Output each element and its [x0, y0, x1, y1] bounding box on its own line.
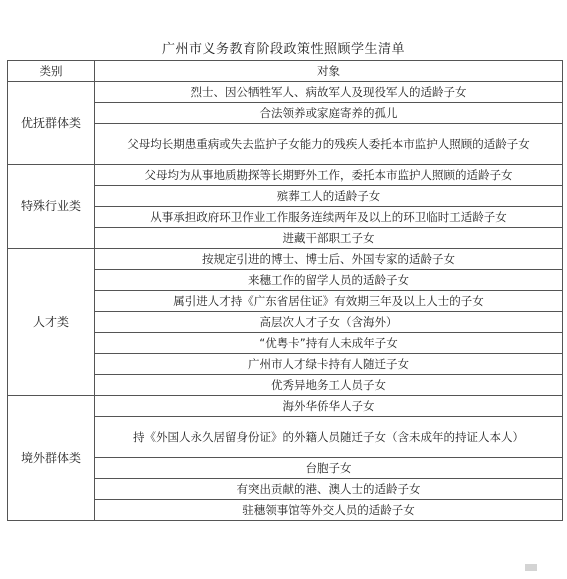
object-cell: 高层次人才子女（含海外） [95, 312, 563, 333]
object-cell: 殡葬工人的适龄子女 [95, 186, 563, 207]
object-cell: “优粤卡”持有人未成年子女 [95, 333, 563, 354]
object-cell: 合法领养或家庭寄养的孤儿 [95, 103, 563, 124]
object-cell: 烈士、因公牺牲军人、病故军人及现役军人的适龄子女 [95, 82, 563, 103]
table-row [8, 249, 563, 270]
watermark-mark [525, 564, 537, 571]
category-cell: 境外群体类 [8, 396, 95, 521]
object-cell: 属引进人才持《广东省居住证》有效期三年及以上人士的子女 [95, 291, 563, 312]
object-cell: 台胞子女 [95, 458, 563, 479]
object-cell: 按规定引进的博士、博士后、外国专家的适龄子女 [95, 249, 563, 270]
category-cell: 特殊行业类 [8, 165, 95, 249]
object-cell: 从事承担政府环卫作业工作服务连续两年及以上的环卫临时工适龄子女 [95, 207, 563, 228]
table-row [8, 165, 563, 186]
object-cell: 海外华侨华人子女 [95, 396, 563, 417]
object-cell: 有突出贡献的港、澳人士的适龄子女 [95, 479, 563, 500]
table-header-row [8, 61, 563, 82]
object-cell: 父母均长期患重病或失去监护子女能力的残疾人委托本市监护人照顾的适龄子女 [95, 124, 563, 165]
category-cell: 人才类 [8, 249, 95, 396]
category-cell: 优抚群体类 [8, 82, 95, 165]
table-row [8, 396, 563, 417]
policy-students-table [7, 60, 563, 521]
object-cell: 进藏干部职工子女 [95, 228, 563, 249]
header-category: 类别 [8, 61, 95, 82]
header-object: 对象 [95, 61, 563, 82]
object-cell: 来穗工作的留学人员的适龄子女 [95, 270, 563, 291]
object-cell: 优秀异地务工人员子女 [95, 375, 563, 396]
table-row [8, 82, 563, 103]
document-title: 广州市义务教育阶段政策性照顾学生清单 [161, 42, 405, 57]
object-cell: 驻穗领事馆等外交人员的适龄子女 [95, 500, 563, 521]
object-cell: 持《外国人永久居留身份证》的外籍人员随迁子女（含未成年的持证人本人） [95, 417, 563, 458]
object-cell: 广州市人才绿卡持有人随迁子女 [95, 354, 563, 375]
object-cell: 父母均为从事地质勘探等长期野外工作，委托本市监护人照顾的适龄子女 [95, 165, 563, 186]
